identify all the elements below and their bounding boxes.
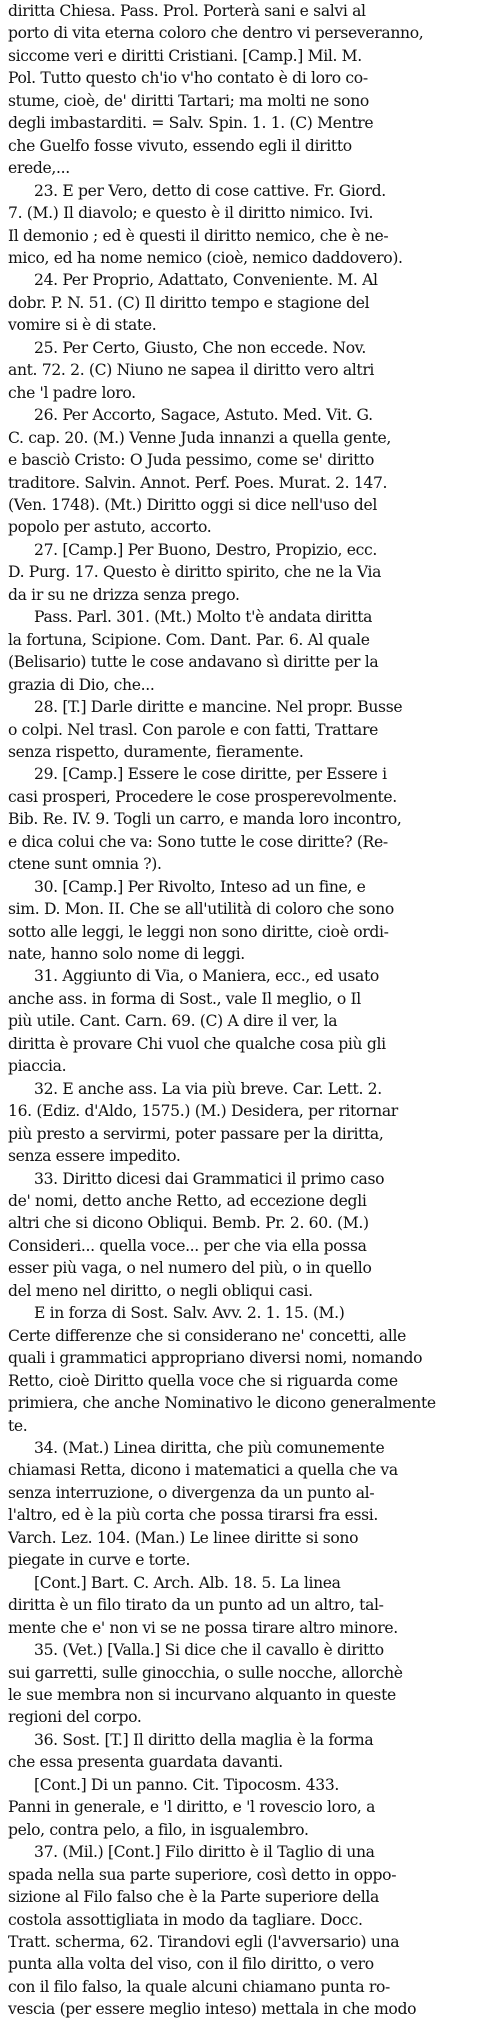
text-line: da ir su ne drizza senza prego. xyxy=(8,585,240,604)
text-line: Il demonio ; ed è questi il diritto nemico, che è ne- xyxy=(8,226,389,245)
text-line: che Guelfo fosse vivuto, essendo egli il diritto xyxy=(8,136,352,155)
text-line: o colpi. Nel trasl. Con parole e con fatti, Trattare xyxy=(8,720,378,739)
text-line: costola assottigliata in modo da tagliare. Docc. xyxy=(8,1910,363,1929)
text-line: esser più vaga, o nel numero del più, o in quello xyxy=(8,1259,372,1278)
text-line: 16. (Ediz. d'Aldo, 1575.) (M.) Desidera, per ritornar xyxy=(8,1102,398,1121)
text-line: Bib. Re. IV. 9. Togli un carro, e manda loro incontro, xyxy=(8,810,402,829)
text-line: la fortuna, Scipione. Com. Dant. Par. 6. Al quale xyxy=(8,630,370,649)
text-line: siccome veri e diritti Cristiani. [Camp.] Mil. M. xyxy=(8,46,362,65)
text-line: diritta è provare Chi vuol che qualche cosa più gli xyxy=(8,1034,386,1053)
text-line: l'altro, ed è la più corta che possa tirarsi fra essi. xyxy=(8,1506,378,1525)
text-line: porto di vita eterna coloro che dentro vi perseveranno, xyxy=(8,24,424,43)
text-line: primiera, che anche Nominativo le dicono generalmente xyxy=(8,1394,436,1413)
text-line: che essa presenta guardata davanti. xyxy=(8,1753,283,1772)
text-line: che 'l padre loro. xyxy=(8,383,136,402)
text-line: senza essere impedito. xyxy=(8,1147,181,1166)
text-line: spada nella sua parte superiore, così detto in oppo- xyxy=(8,1865,397,1884)
text-line: Pass. Parl. 301. (Mt.) Molto t'è andata diritta xyxy=(34,608,373,627)
text-line: Varch. Lez. 104. (Man.) Le linee diritte si sono xyxy=(8,1528,359,1547)
text-line: 30. [Camp.] Per Rivolto, Inteso ad un fine, e xyxy=(34,877,366,896)
text-line: degli imbastarditi. = Salv. Spin. 1. 1. (C) Mentre xyxy=(8,114,374,133)
text-line: de' nomi, detto anche Retto, ad eccezione degli xyxy=(8,1192,367,1211)
text-line: con il filo falso, la quale alcuni chiamano punta ro- xyxy=(8,1977,390,1996)
text-line: [Cont.] Di un panno. Cit. Tipocosm. 433. xyxy=(34,1775,339,1794)
text-line: ant. 72. 2. (C) Niuno ne sapea il diritto vero altri xyxy=(8,361,375,380)
text-line: D. Purg. 17. Questo è diritto spirito, che ne la Via xyxy=(8,563,382,582)
text-line: 28. [T.] Darle diritte e mancine. Nel propr. Busse xyxy=(34,698,403,717)
text-line: e basciò Cristo: O Juda pessimo, come se' diritto xyxy=(8,451,375,470)
text-line: nate, hanno solo nome di leggi. xyxy=(8,945,245,964)
text-line: le sue membra non si incurvano alquanto in queste xyxy=(8,1685,396,1704)
text-line: popolo per astuto, accorto. xyxy=(8,518,212,537)
text-line: 24. Per Proprio, Adattato, Conveniente. M. Al xyxy=(34,271,378,290)
text-line: (Belisario) tutte le cose andavano sì diritte per la xyxy=(8,653,379,672)
text-line: più utile. Cant. Carn. 69. (C) A dire il ver, la xyxy=(8,1012,338,1031)
text-line: Certe differenze che si considerano ne' concetti, alle xyxy=(8,1326,407,1345)
text-line: vescia (per essere meglio inteso) mettala in che modo xyxy=(8,2000,417,2019)
text-line: erede,... xyxy=(8,159,70,178)
text-line: mico, ed ha nome nemico (cioè, nemico daddovero). xyxy=(8,248,403,267)
text-line: sizione al Filo falso che è la Parte superiore della xyxy=(8,1888,379,1907)
text-line: traditore. Salvin. Annot. Perf. Poes. Murat. 2. 147. xyxy=(8,473,388,492)
text-line: ctene sunt omnia ?). xyxy=(8,855,162,874)
text-line: C. cap. 20. (M.) Venne Juda innanzi a quella gente, xyxy=(8,428,392,447)
text-line: 33. Diritto dicesi dai Grammatici il primo caso xyxy=(34,1169,385,1188)
entry-text xyxy=(8,0,471,2021)
text-line: 25. Per Certo, Giusto, Che non eccede. Nov. xyxy=(34,338,366,357)
text-line: [Cont.] Bart. C. Arch. Alb. 18. 5. La linea xyxy=(34,1573,341,1592)
text-line: stume, cioè, de' diritti Tartari; ma molti ne sono xyxy=(8,91,369,110)
text-line: 34. (Mat.) Linea diritta, che più comunemente xyxy=(34,1439,385,1457)
text-line: grazia di Dio, che... xyxy=(8,675,155,694)
text-line: vomire si è di state. xyxy=(8,316,157,335)
text-line: dobr. P. N. 51. (C) Il diritto tempo e stagione del xyxy=(8,293,370,312)
text-line: anche ass. in forma di Sost., vale Il meglio, o Il xyxy=(8,989,361,1008)
text-line: piaccia. xyxy=(8,1057,67,1076)
text-line: Pol. Tutto questo ch'io v'ho contato è di loro co- xyxy=(8,69,368,88)
text-line: punta alla volta del viso, con il filo diritto, o vero xyxy=(8,1955,374,1974)
text-line: senza interruzione, o divergenza da un punto al- xyxy=(8,1483,375,1502)
text-line: più presto a servirmi, poter passare per la diritta, xyxy=(8,1124,384,1143)
text-line: 27. [Camp.] Per Buono, Destro, Propizio, ecc. xyxy=(34,540,377,559)
text-line: 26. Per Accorto, Sagace, Astuto. Med. Vit. G. xyxy=(34,406,373,425)
text-line: mente che e' non vi se ne possa tirare altro minore. xyxy=(8,1618,398,1637)
text-line: (Ven. 1748). (Mt.) Diritto oggi si dice nell'uso del xyxy=(8,495,377,514)
text-line: 35. (Vet.) [Valla.] Si dice che il cavallo è diritto xyxy=(34,1641,384,1660)
text-line: Panni in generale, e 'l diritto, e 'l rovescio loro, a xyxy=(8,1798,376,1817)
text-line: 32. E anche ass. La via più breve. Car. Lett. 2. xyxy=(34,1079,382,1098)
text-line: sim. D. Mon. II. Che se all'utilità di coloro che sono xyxy=(8,900,394,919)
text-line: senza rispetto, duramente, fieramente. xyxy=(8,742,304,761)
text-line: Retto, cioè Diritto quella voce che si riguarda come xyxy=(8,1371,398,1390)
text-line: 36. Sost. [T.] Il diritto della maglia è la forma xyxy=(34,1730,374,1749)
text-line: regioni del corpo. xyxy=(8,1708,142,1727)
text-line: te. xyxy=(8,1416,28,1435)
text-line: e dica colui che va: Sono tutte le cose diritte? (Re- xyxy=(8,832,388,851)
text-line: pelo, contra pelo, a filo, in isgualembro. xyxy=(8,1820,309,1839)
text-line: chiamasi Retta, dicono i matematici a quella che va xyxy=(8,1461,398,1480)
text-line: casi prosperi, Procedere le cose prosperevolmente. xyxy=(8,787,397,806)
text-line: diritta è un filo tirato da un punto ad un altro, tal- xyxy=(8,1596,384,1615)
text-line: E in forza di Sost. Salv. Avv. 2. 1. 15. (M.) xyxy=(34,1304,345,1323)
text-line: 29. [Camp.] Essere le cose diritte, per Essere i xyxy=(34,765,387,784)
text-line: 23. E per Vero, detto di cose cattive. Fr. Giord. xyxy=(34,181,386,200)
text-line: altri che si dicono Obliqui. Bemb. Pr. 2. 60. (M.) xyxy=(8,1214,369,1233)
text-line: sui garretti, sulle ginocchia, o sulle nocche, allorchè xyxy=(8,1663,403,1682)
text-line: sotto alle leggi, le leggi non sono diritte, cioè ordi- xyxy=(8,922,389,941)
text-line: 7. (M.) Il diavolo; e questo è il diritto nimico. Ivi. xyxy=(8,204,374,223)
text-line: del meno nel diritto, o negli obliqui casi. xyxy=(8,1281,313,1300)
text-line: 37. (Mil.) [Cont.] Filo diritto è il Taglio di una xyxy=(34,1843,375,1862)
text-line: Tratt. scherma, 62. Tirandovi egli (l'avversario) una xyxy=(8,1932,400,1951)
text-line: Consideri... quella voce... per che via ella possa xyxy=(8,1236,367,1255)
text-line: piegate in curve e torte. xyxy=(8,1551,191,1570)
text-line: diritta Chiesa. Pass. Prol. Porterà sani e salvi al xyxy=(8,2,366,20)
text-line: quali i grammatici appropriano diversi nomi, nomando xyxy=(8,1349,423,1368)
text-line: 31. Aggiunto di Via, o Maniera, ecc., ed usato xyxy=(34,967,379,986)
